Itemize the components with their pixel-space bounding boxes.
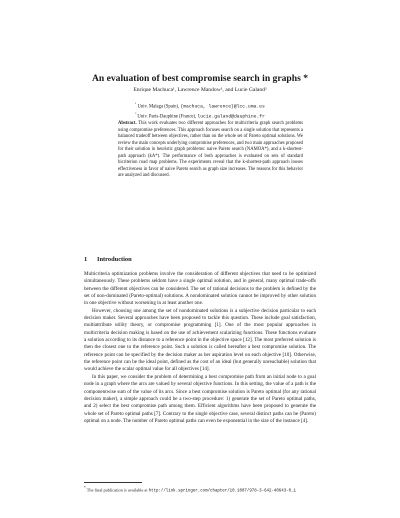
affiliation-name: Univ. Paris-Dauphine (France), [137,114,198,120]
affiliation-2 [0,111,400,121]
affiliations [0,101,400,120]
footnote-rule [84,482,142,483]
body-paragraph: However, choosing one among the set of nondominated solutions is a subjective decision particular to each decision maker. Several approaches have been proposed to tackle this question. These include goal satisfaction, multiattribute utility theory, or compromise programming [1]. One of the most popular approaches in multicriteria decision making is based on the use of achievement scalarizing functions. These functions evaluate a solution according to its distance to a reference point in the objective space [12]. The most preferred solution is then the closest one to the reference point. Such a solution is called hereafter a best compromise solution. The reference point can be specified by the decision maker as her aspiration level on each objective [10]. Otherwise, the reference point can be the ideal point, defined as the cost of an ideal (but generally unreachable) solution that would achieve the scalar optimal value for all objectives [14]. [84,307,316,373]
section-title: Introduction [97,256,132,263]
abstract-text: This work evaluates two different approaches for multicriteria graph search problems using compromise preferences. This approach focuses search on a single solution that represents a balanced tradeoff between objectives, rather than on the whole set of Pareto optimal solutions. We review the main concepts underlying compromise preferences, and two main approaches proposed for their solution in heuristic graph problems: naive Pareto search (NAMOA*), and a k-shortest-path approach (kA*). The performance of both approaches is evaluated on sets of standard bicriterion road map problems. The experiments reveal that the k-shortest-path approach looses effectiveness in favor of naive Pareto search as graph size increases. The reasons for this behavior are analyzed and discussed. [118,121,304,178]
footnote [84,485,316,494]
affiliation-marker: ² [135,111,137,116]
section-body [84,271,316,425]
section-heading [84,256,132,263]
affiliation-name: Univ. Malaga (Spain), [137,104,181,110]
section-number: 1 [84,256,88,263]
affiliation-email[interactable]: {machuca, lawrence}@lcc.uma.es [180,104,265,110]
abstract [118,121,303,180]
body-paragraph: Multicriteria optimization problems involve the consideration of different objectives that need to be optimized simultaneously. These problems seldom have a single optimal solution, and in general, many optimal trade-offs between the different objectives can be considered. The set of rational decisions to the problem is defined by the set of non-dominated (Pareto-optimal) solutions. A nondominated solution cannot be improved by other solution in one objective without worsening in at least another one. [84,271,316,307]
author-list: Enrique Machuca¹, Lawrence Mandow¹, and Lucie Galand² [133,87,267,93]
abstract-label: Abstract. [118,121,137,126]
paper-title: An evaluation of best compromise search in graphs * [91,73,309,84]
footnote-marker: * [84,486,86,490]
footnote-text: The final publication is available at [86,487,149,493]
body-paragraph: In this paper, we consider the problem of determining a best compromise path from an initial node to a goal node in a graph where the arcs are valued by several objective functions. In this setting, the value of a path is the componentwise sum of the value of its arcs. Since a best compromise solution is Pareto optimal (for any rational decision maker), a simple approach could be a two-step procedure: 1) generate the set of Pareto optimal paths, and 2) select the best compromise path among them. Efficient algorithms have been proposed to generate the whole set of Pareto optimal paths [7]. Contrary to the single objective case, several distinct paths can be (Pareto) optimal on a node. The number of Pareto optimal paths can even be exponential in the size of the instance [4]. [84,373,316,424]
affiliation-1 [0,101,400,111]
footnote-link[interactable]: http://link.springer.com/chapter/10.1007/978-3-642-40643-0_1 [148,489,297,494]
affiliation-email[interactable]: lucie.galand@dauphine.fr [197,114,265,120]
affiliation-marker: ¹ [135,102,137,106]
